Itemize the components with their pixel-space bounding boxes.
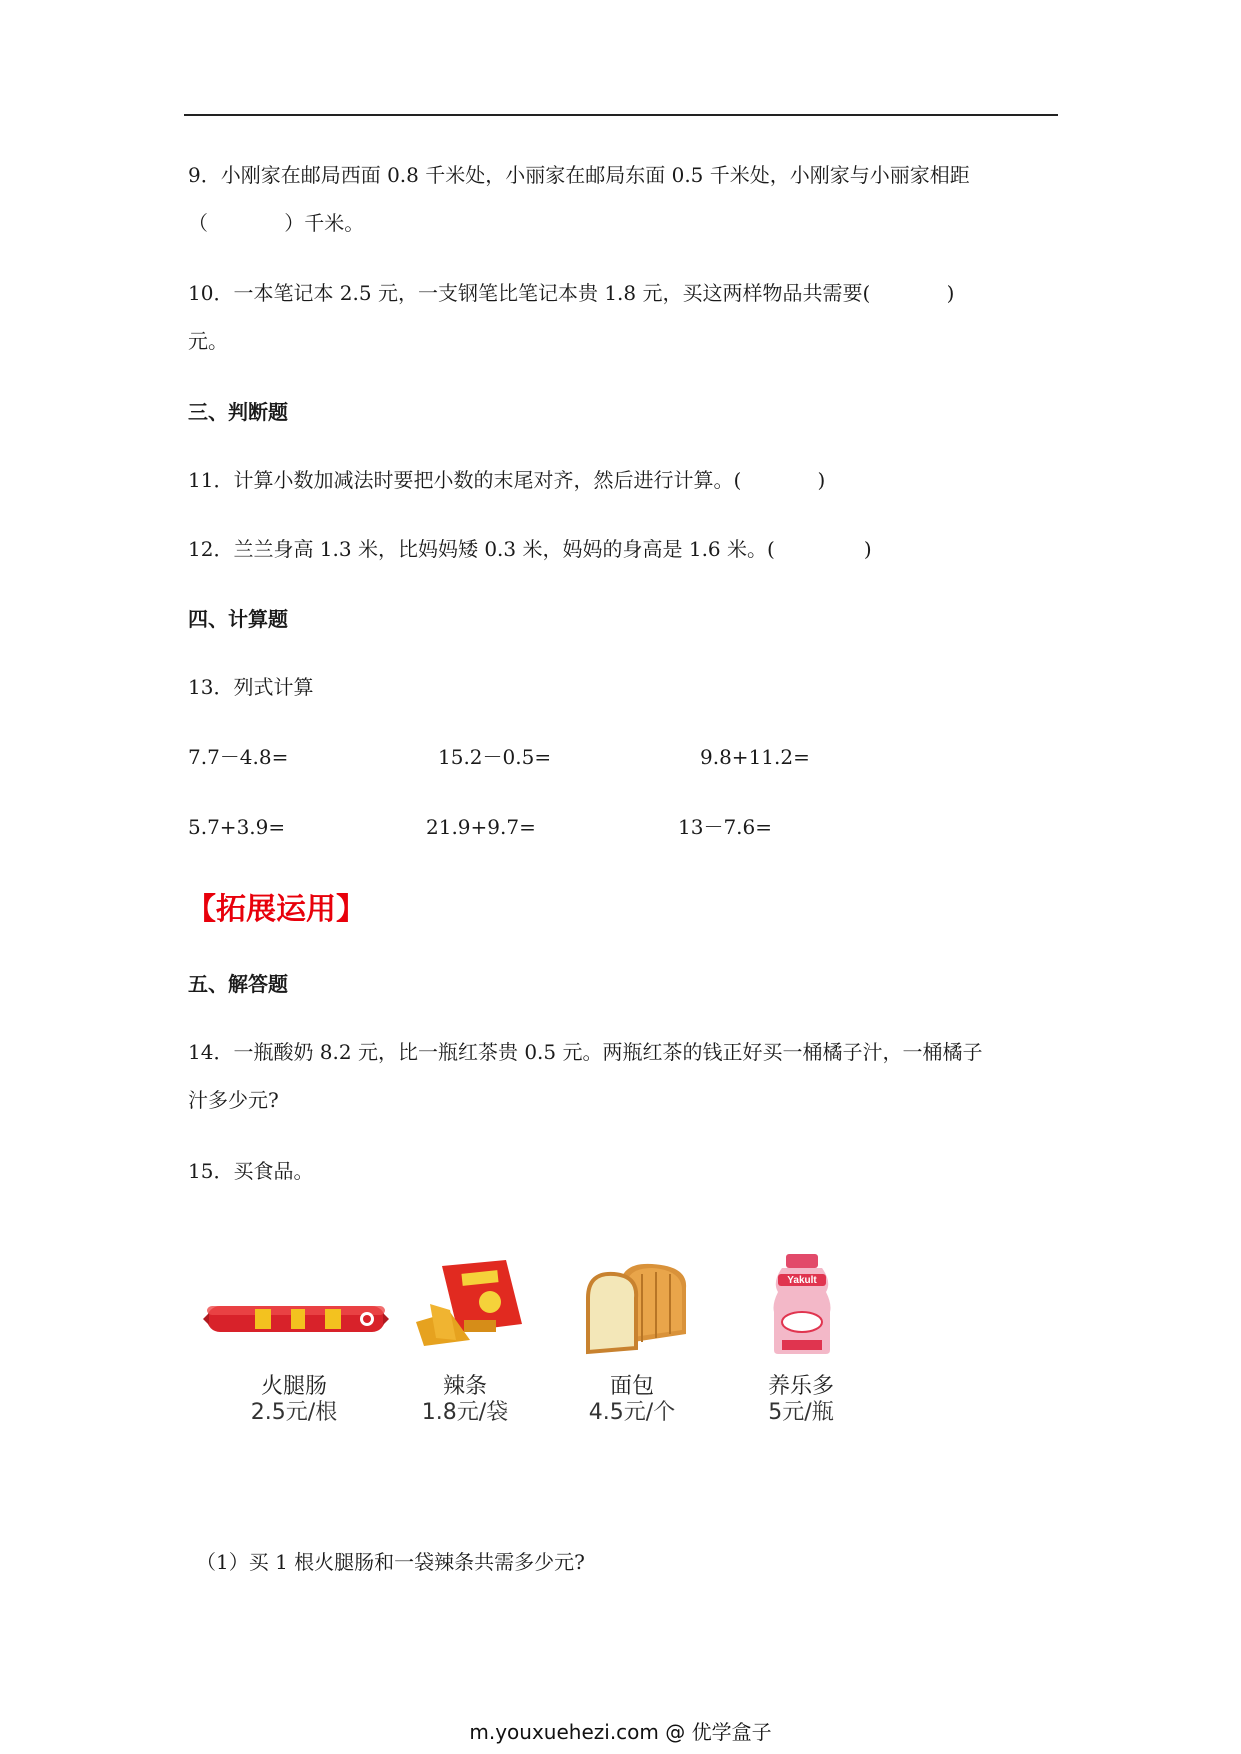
- food-name: 火腿肠: [260, 1374, 327, 1399]
- question-12: 12．兰兰身高 1.3 米，比妈妈矮 0.3 米，妈妈的身高是 1.6 米。( ): [188, 537, 872, 561]
- sausage-icon: [203, 1298, 389, 1340]
- svg-text:Yakult: Yakult: [787, 1275, 817, 1286]
- food-item-bread: [567, 1374, 697, 1426]
- food-name: 养乐多: [767, 1374, 834, 1399]
- calc-expression: 13－7.6=: [678, 815, 773, 839]
- food-price: 2.5元/根: [250, 1400, 338, 1425]
- question-15-title: 15．买食品。: [188, 1159, 314, 1183]
- section-heading-answer: 五、解答题: [188, 972, 288, 996]
- question-9-line-2: （ ）千米。: [188, 211, 365, 235]
- footer-watermark: m.youxuehezi.com @ 优学盒子: [469, 1720, 772, 1744]
- question-14-line-2: 汁多少元?: [188, 1088, 279, 1112]
- question-13-title: 13．列式计算: [188, 675, 314, 699]
- food-name: 面包: [609, 1374, 654, 1399]
- food-item-sausage: [229, 1374, 359, 1426]
- question-9-line-1: 9．小刚家在邮局西面 0.8 千米处，小丽家在邮局东面 0.5 千米处，小刚家与小丽家相距: [188, 163, 970, 187]
- calc-expression: 15.2－0.5=: [438, 745, 552, 769]
- calc-expression: 21.9+9.7=: [426, 815, 536, 839]
- section-heading-calculation: 四、计算题: [188, 607, 288, 631]
- food-price: 5元/瓶: [768, 1400, 834, 1425]
- food-price: 1.8元/袋: [421, 1400, 509, 1425]
- extension-banner: 【拓展运用】: [186, 892, 366, 927]
- food-price: 4.5元/个: [588, 1400, 676, 1425]
- spicy-strip-icon: [410, 1258, 525, 1350]
- bread-icon: [586, 1258, 692, 1354]
- yakult-bottle-icon: [768, 1252, 836, 1356]
- header-rule: [184, 114, 1058, 116]
- food-item-spicy-strip: [400, 1374, 530, 1426]
- question-10-line-2: 元。: [188, 329, 228, 353]
- food-item-yakult: [736, 1374, 866, 1426]
- question-10-line-1: 10．一本笔记本 2.5 元，一支钢笔比笔记本贵 1.8 元，买这两样物品共需要( ): [188, 281, 955, 305]
- calc-expression: 9.8+11.2=: [700, 745, 810, 769]
- calc-expression: 5.7+3.9=: [188, 815, 286, 839]
- section-heading-judgement: 三、判断题: [188, 400, 288, 424]
- question-15-sub-1: （1）买 1 根火腿肠和一袋辣条共需多少元?: [196, 1550, 585, 1574]
- food-name: 辣条: [442, 1374, 487, 1399]
- question-11: 11．计算小数加减法时要把小数的末尾对齐，然后进行计算。( ): [188, 468, 826, 492]
- calc-expression: 7.7－4.8=: [188, 745, 289, 769]
- question-14-line-1: 14．一瓶酸奶 8.2 元，比一瓶红茶贵 0.5 元。两瓶红茶的钱正好买一桶橘子汁，一桶橘子: [188, 1040, 983, 1064]
